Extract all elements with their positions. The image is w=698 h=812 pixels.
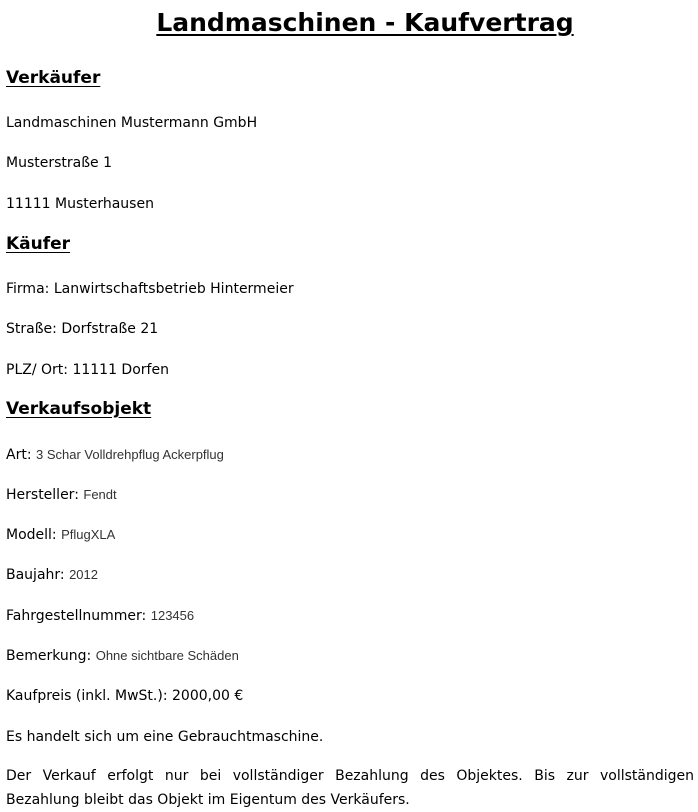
- object-manufacturer-label: Hersteller:: [6, 487, 79, 503]
- object-manufacturer-value: Fendt: [83, 487, 117, 502]
- buyer-company-label: Firma:: [6, 281, 50, 297]
- document-title: Landmaschinen - Kaufvertrag: [156, 8, 574, 37]
- seller-name: Landmaschinen Mustermann GmbH: [6, 115, 258, 131]
- object-model-value: PflugXLA: [61, 527, 116, 542]
- object-remark-label: Bemerkung:: [6, 648, 92, 664]
- object-type-line: [6, 446, 224, 464]
- object-chassis-label: Fahrgestellnummer:: [6, 608, 147, 624]
- object-type-label: Art:: [6, 447, 32, 463]
- object-year-value: 2012: [69, 567, 98, 582]
- used-machine-notice: Es handelt sich um eine Gebrauchtmaschine.: [6, 729, 324, 745]
- object-remark-value: Ohne sichtbare Schäden: [95, 648, 239, 663]
- buyer-street-label: Straße:: [6, 321, 57, 337]
- object-remark-line: [6, 647, 239, 665]
- buyer-company-line: [6, 280, 294, 298]
- buyer-street-line: [6, 320, 158, 338]
- object-model-line: [6, 526, 115, 544]
- object-chassis-line: [6, 607, 194, 625]
- seller-heading: Verkäufer: [6, 68, 101, 88]
- payment-clause: Der Verkauf erfolgt nur bei vollständiger Bezahlung des Objektes. Bis zur vollständigen Bezahlung bleibt das Objekt im Eigentum des Verkäufers.: [6, 768, 694, 808]
- object-price-line: [6, 687, 243, 705]
- buyer-street-value: Dorfstraße 21: [61, 321, 159, 337]
- buyer-company-value: Lanwirtschaftsbetrieb Hintermeier: [53, 281, 294, 297]
- object-year-line: [6, 566, 98, 584]
- buyer-city-value: 11111 Dorfen: [72, 362, 169, 378]
- seller-city: 11111 Musterhausen: [6, 196, 154, 212]
- buyer-city-line: [6, 361, 169, 379]
- object-chassis-value: 123456: [150, 608, 195, 623]
- object-manufacturer-line: [6, 486, 117, 504]
- buyer-heading: Käufer: [6, 234, 71, 254]
- buyer-city-label: PLZ/ Ort:: [6, 362, 68, 378]
- object-type-value: 3 Schar Volldrehpflug Ackerpflug: [36, 447, 224, 462]
- seller-street: Musterstraße 1: [6, 155, 113, 171]
- object-model-label: Modell:: [6, 527, 57, 543]
- object-price-value: 2000,00 €: [172, 688, 244, 704]
- object-year-label: Baujahr:: [6, 567, 65, 583]
- object-heading: Verkaufsobjekt: [6, 399, 152, 419]
- object-price-label: Kaufpreis (inkl. MwSt.):: [6, 688, 168, 704]
